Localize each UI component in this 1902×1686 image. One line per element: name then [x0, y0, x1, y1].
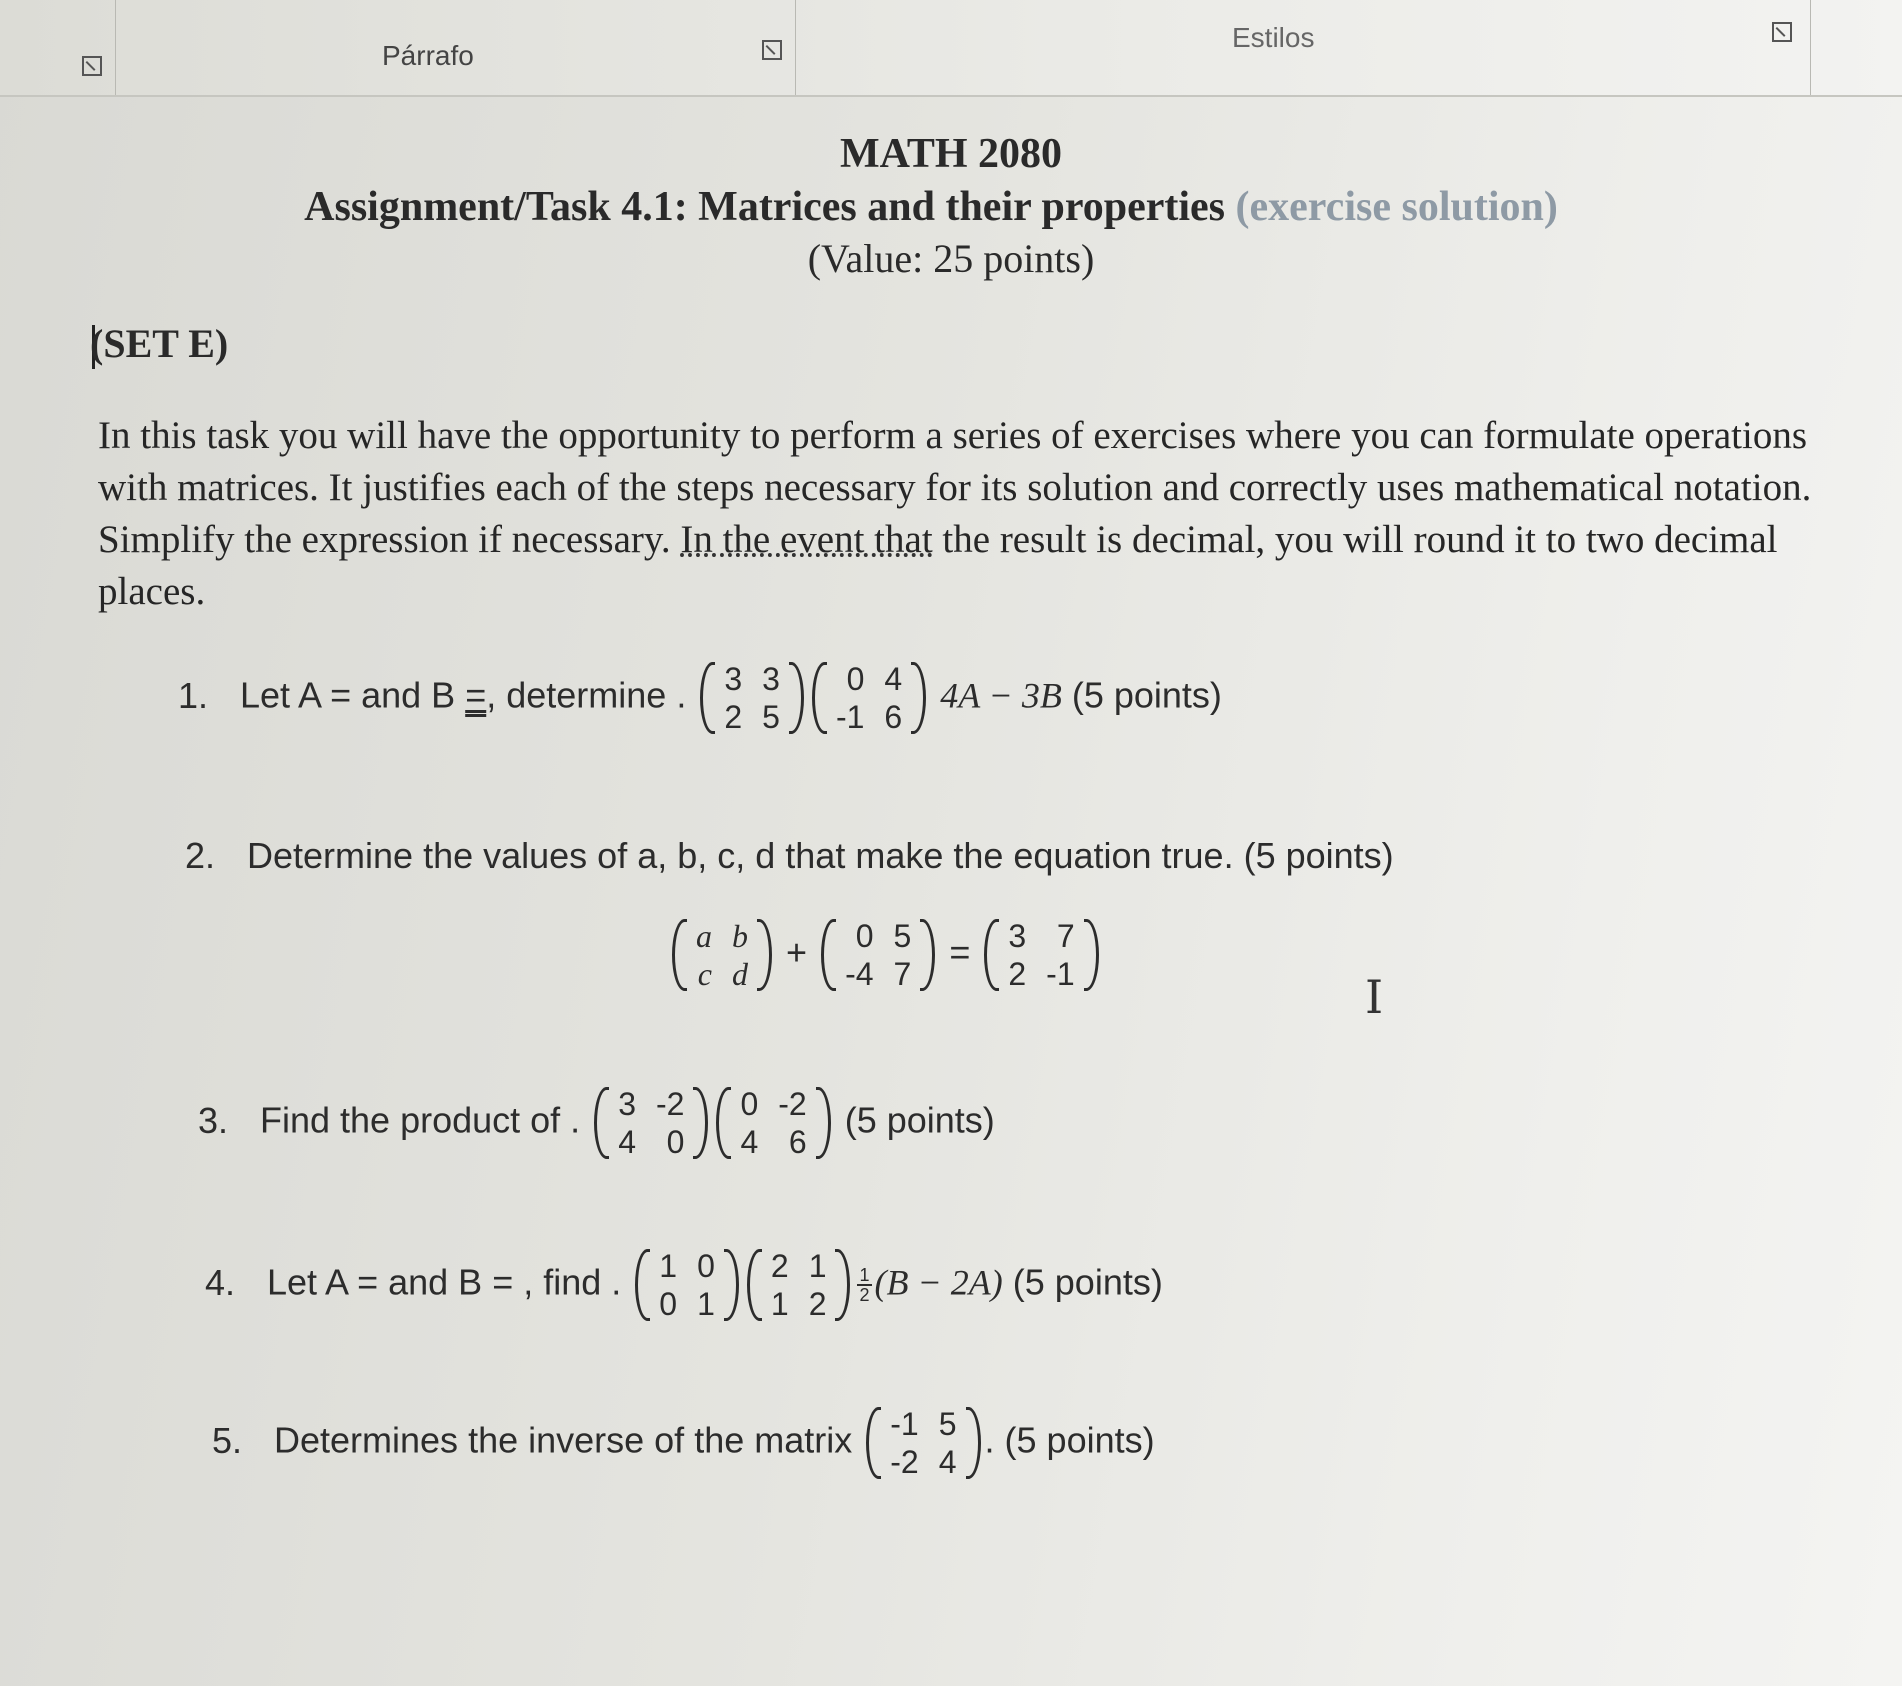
matrix-cell: 1 — [659, 1248, 678, 1284]
fraction-numerator: 1 — [859, 1265, 870, 1285]
question-number: 4. — [205, 1261, 236, 1303]
matrix-cell: -2 — [778, 1086, 807, 1122]
matrix-cell: 3 — [724, 661, 743, 697]
matrix-b — [812, 660, 926, 736]
intro-dotted-text[interactable]: In the event that — [680, 518, 933, 561]
matrix-b — [716, 1085, 830, 1161]
matrix-cell: -1 — [835, 699, 865, 735]
question-points: (5 points) — [1071, 674, 1222, 716]
ribbon-separator — [1810, 0, 1811, 95]
matrix-cell: 3 — [618, 1086, 636, 1122]
question-number: 5. — [212, 1419, 243, 1461]
question-points: (5 points) — [1012, 1261, 1163, 1303]
set-label: (SET E) — [90, 321, 229, 366]
ribbon — [0, 0, 1902, 97]
matrix-cell: 0 — [666, 1124, 685, 1160]
matrix-cell: 3 — [762, 661, 780, 697]
plus-sign: + — [786, 931, 808, 973]
question-expression: (B − 2A) — [874, 1262, 1003, 1303]
document-page[interactable] — [0, 95, 1902, 1686]
matrix-cell: -1 — [890, 1406, 919, 1442]
question-text: Let A = and B = , find . — [267, 1261, 622, 1303]
question-4 — [205, 1247, 1163, 1323]
styles-group-launcher-icon[interactable] — [1772, 22, 1792, 42]
matrix-cell: 2 — [1008, 956, 1027, 992]
assignment-title-text: Assignment/Task 4.1: Matrices and their properties — [304, 184, 1226, 230]
question-number: 3. — [198, 1099, 229, 1141]
question-text: Determine the values of a, b, c, d that make the equation true. (5 points) — [247, 835, 1394, 876]
question-2 — [185, 835, 1394, 877]
matrix-cell: 2 — [770, 1248, 789, 1284]
intro-paragraph — [98, 410, 1818, 618]
matrix-cell: 0 — [697, 1248, 715, 1284]
assignment-subtitle-faded: (exercise solution) — [1235, 184, 1558, 230]
matrix-cell: c — [697, 956, 712, 992]
intro-text-1: In this task you will have the opportunity to perform a series of exercises where you can formulate operations with matrices. It justifies each of the steps necessary for its solution and correctly uses mathematical notation. Simplify the expression if necessary. — [98, 414, 1812, 561]
matrix-cell: 2 — [724, 699, 743, 735]
question-text: Let A = and B — [240, 674, 466, 716]
matrix-cell: 3 — [1008, 918, 1027, 954]
matrix-cell: a — [696, 918, 712, 954]
matrix-cell: 6 — [884, 699, 903, 735]
matrix-cell: 2 — [808, 1286, 827, 1322]
question-text: Determines the inverse of the matrix — [274, 1419, 853, 1461]
assignment-title — [0, 183, 1882, 231]
question-1 — [178, 660, 1222, 736]
matrix-cell: 1 — [808, 1248, 827, 1284]
question-number: 2. — [185, 835, 216, 876]
matrix-cell: b — [732, 918, 748, 954]
font-group-launcher-icon[interactable] — [82, 56, 102, 76]
matrix-c — [984, 917, 1098, 993]
paragraph-group-label: Párrafo — [382, 40, 474, 71]
matrix-cell: -2 — [890, 1444, 919, 1480]
question-points: (5 points) — [844, 1099, 995, 1141]
intro-text-2: the result is decimal, you will round it to two decimal places. — [98, 518, 1778, 613]
matrix-b — [821, 917, 935, 993]
text-cursor-ibeam-icon: I — [1365, 970, 1384, 1024]
matrix-cell: -2 — [656, 1086, 685, 1122]
matrix-cell: 5 — [893, 918, 912, 954]
question-text: , determine . — [486, 674, 687, 716]
matrix-cell: 4 — [884, 661, 903, 697]
assignment-value: (Value: 25 points) — [807, 236, 1095, 281]
matrix — [866, 1405, 980, 1481]
matrix-a — [594, 1085, 708, 1161]
matrix-cell: 4 — [618, 1124, 636, 1160]
ribbon-separator — [795, 0, 796, 95]
ribbon-separator — [115, 0, 116, 95]
matrix-cell: 0 — [740, 1086, 759, 1122]
matrix-cell: 4 — [740, 1124, 759, 1160]
matrix-a — [700, 660, 804, 736]
matrix-cell: 1 — [697, 1286, 715, 1322]
matrix-cell: 5 — [938, 1406, 957, 1442]
equals-sign: = — [949, 931, 971, 973]
question-text: Find the product of . — [260, 1099, 581, 1141]
question-equals: = — [465, 674, 487, 716]
matrix-a — [635, 1247, 739, 1323]
matrix-variables — [672, 917, 772, 993]
question-points: (5 points) — [1004, 1419, 1155, 1461]
matrix-cell: 1 — [770, 1286, 789, 1322]
question-trail: . — [984, 1419, 995, 1461]
matrix-cell: 4 — [938, 1444, 957, 1480]
matrix-cell: 0 — [846, 661, 865, 697]
styles-group-label: Estilos — [1232, 22, 1315, 53]
matrix-b — [747, 1247, 851, 1323]
matrix-cell: 7 — [893, 956, 912, 992]
course-title: MATH 2080 — [839, 131, 1063, 177]
question-number: 1. — [178, 674, 209, 716]
question-3 — [198, 1085, 995, 1161]
matrix-cell: 6 — [788, 1124, 807, 1160]
question-5 — [212, 1405, 1155, 1481]
matrix-cell: -4 — [845, 956, 874, 992]
matrix-cell: 7 — [1056, 918, 1075, 954]
matrix-cell: -1 — [1046, 956, 1075, 992]
matrix-cell: 5 — [762, 699, 780, 735]
matrix-cell: d — [732, 956, 748, 992]
fraction-one-half — [857, 1266, 871, 1304]
matrix-cell: 0 — [855, 918, 874, 954]
question-2-equation — [668, 917, 1103, 993]
fraction-denominator: 2 — [859, 1285, 870, 1305]
paragraph-group-launcher-icon[interactable] — [762, 40, 782, 60]
question-expression: 4A − 3B — [940, 675, 1062, 716]
matrix-cell: 0 — [659, 1286, 678, 1322]
